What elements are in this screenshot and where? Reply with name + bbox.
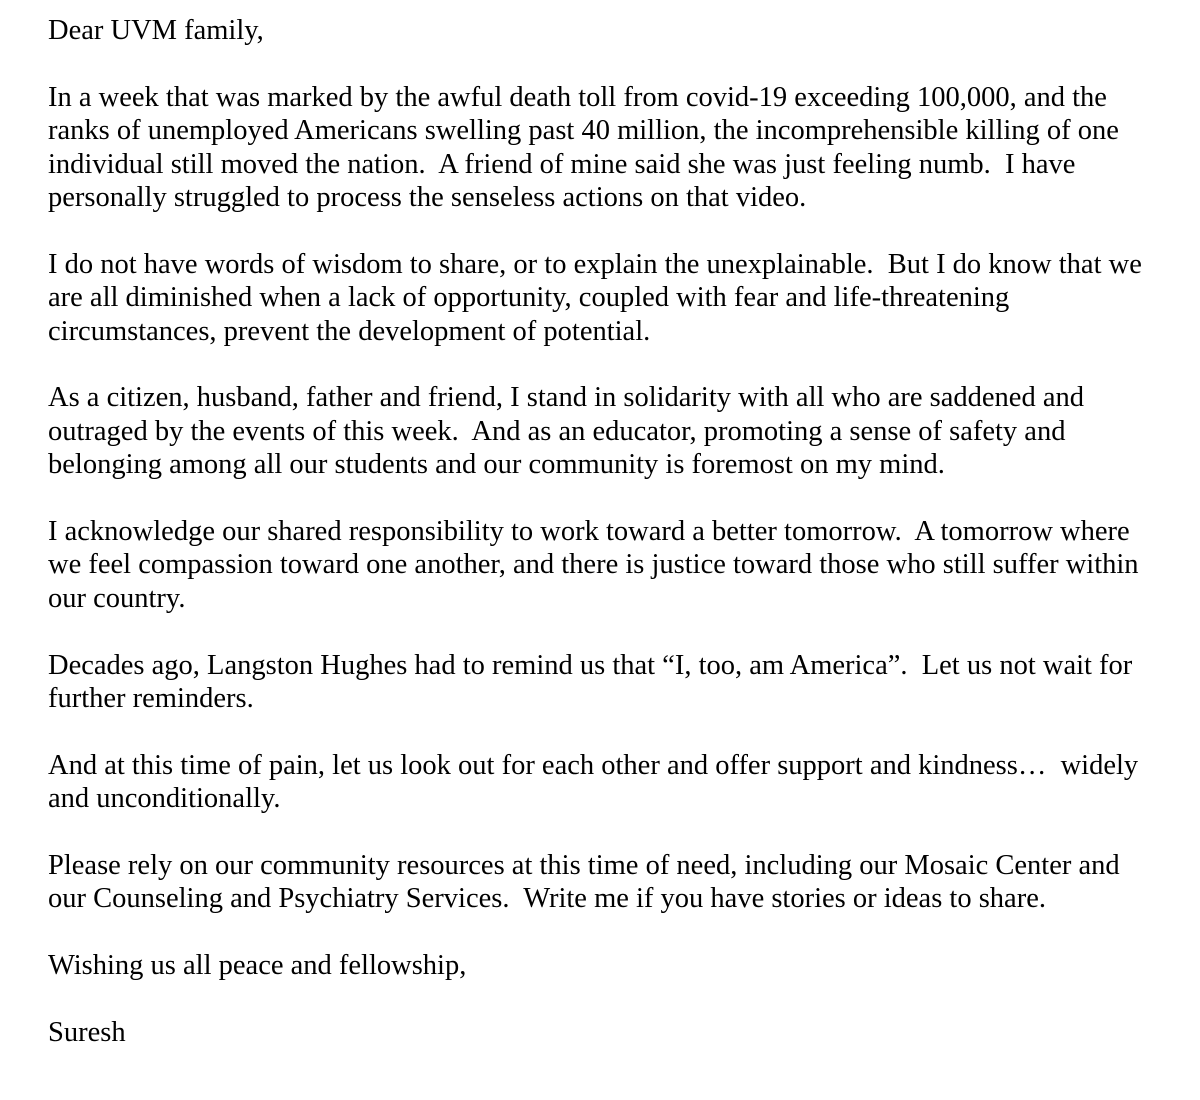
paragraph-line: I do not have words of wisdom to share, or to explain the unexplainable. But I do know that we: [48, 248, 1142, 280]
signature: [48, 1016, 1178, 1049]
paragraph-langston-hughes: [48, 649, 1178, 716]
paragraph-line: In a week that was marked by the awful death toll from covid-19 exceeding 100,000, and the: [48, 81, 1107, 113]
paragraph-line: personally struggled to process the senseless actions on that video.: [48, 182, 807, 214]
paragraph-line: our Counseling and Psychiatry Services. Write me if you have stories or ideas to share.: [48, 883, 1046, 915]
closing-line: Wishing us all peace and fellowship,: [48, 950, 467, 982]
paragraph-solidarity: [48, 381, 1178, 481]
signature-line: Suresh: [48, 1017, 126, 1049]
paragraph-line: individual still moved the nation. A friend of mine said she was just feeling numb. I have: [48, 148, 1076, 180]
paragraph-line: are all diminished when a lack of opportunity, coupled with fear and life-threatening: [48, 282, 1010, 314]
paragraph-line: further reminders.: [48, 683, 254, 715]
paragraph-line: and unconditionally.: [48, 783, 281, 815]
paragraph-line: belonging among all our students and our community is foremost on my mind.: [48, 449, 945, 481]
paragraph-line: I acknowledge our shared responsibility to work toward a better tomorrow. A tomorrow where: [48, 516, 1130, 548]
closing: [48, 949, 1178, 982]
letter-body: [48, 14, 1178, 1049]
paragraph-line: we feel compassion toward one another, and there is justice toward those who still suffer within: [48, 549, 1139, 581]
paragraph-line: Decades ago, Langston Hughes had to remind us that “I, too, am America”. Let us not wait for: [48, 649, 1133, 681]
paragraph-line: ranks of unemployed Americans swelling past 40 million, the incomprehensible killing of one: [48, 115, 1119, 147]
salutation-line: Dear UVM family,: [48, 15, 264, 46]
paragraph-shared-responsibility: [48, 515, 1178, 615]
paragraph-line: Please rely on our community resources at this time of need, including our Mosaic Center and: [48, 850, 1120, 882]
paragraph-line: And at this time of pain, let us look out for each other and offer support and kindness… widely: [48, 749, 1139, 781]
paragraph-line: As a citizen, husband, father and friend, I stand in solidarity with all who are saddened and: [48, 382, 1084, 414]
paragraph-line: circumstances, prevent the development of potential.: [48, 315, 651, 347]
salutation: [48, 14, 1178, 47]
paragraph-line: outraged by the events of this week. And as an educator, promoting a sense of safety and: [48, 415, 1066, 447]
paragraph-covid-toll: [48, 81, 1178, 215]
paragraph-line: our country.: [48, 582, 186, 614]
paragraph-words-of-wisdom: [48, 248, 1178, 348]
paragraph-community-resources: [48, 849, 1178, 916]
paragraph-time-of-pain: [48, 749, 1178, 816]
